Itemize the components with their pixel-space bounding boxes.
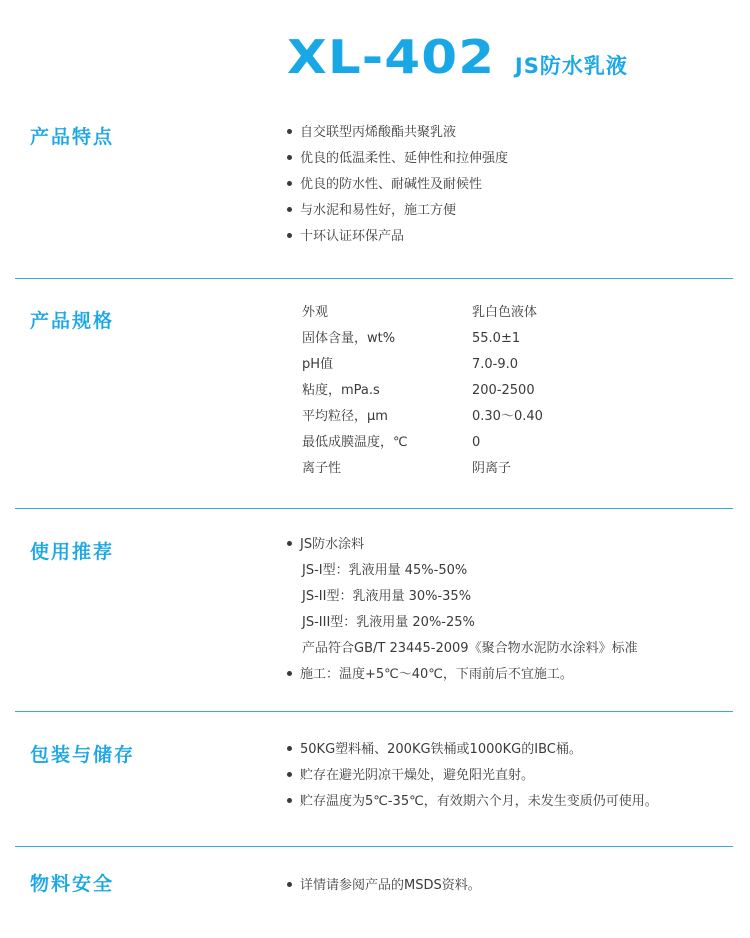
- list-item: 50KG塑料桶、200KG铁桶或1000KG的IBC桶。: [287, 737, 658, 763]
- bullet-icon: [287, 155, 292, 160]
- model-number: XL-402: [287, 30, 496, 84]
- divider: [15, 508, 733, 509]
- usage-line: JS-II型：乳液用量 30%-35%: [302, 589, 472, 604]
- list-item: 贮存在避光阴凉干燥处，避免阳光直射。: [287, 763, 658, 789]
- bullet-icon: [287, 882, 292, 887]
- usage-block: [287, 532, 638, 688]
- list-item: 施工：温度+5℃～40℃，下雨前后不宜施工。: [287, 662, 638, 688]
- bullet-icon: [287, 129, 292, 134]
- list-item: 详情请参阅产品的MSDS资料。: [287, 873, 481, 899]
- table-row: 平均粒径，μm 0.30～0.40: [302, 409, 543, 424]
- list-item: 自交联型丙烯酸酯共聚乳液: [287, 120, 508, 146]
- divider: [15, 846, 733, 847]
- table-row: 外观 乳白色液体: [302, 305, 538, 320]
- bullet-icon: [287, 233, 292, 238]
- table-row: 最低成膜温度，℃ 0: [302, 435, 481, 450]
- list-item: 优良的低温柔性、延伸性和拉伸强度: [287, 146, 508, 172]
- section-title-safety: 物料安全: [30, 873, 115, 895]
- section-title-packaging: 包装与储存: [30, 744, 136, 766]
- table-row: 离子性 阴离子: [302, 461, 512, 476]
- table-row: 粘度，mPa.s 200-2500: [302, 383, 535, 398]
- safety-list: [287, 873, 481, 899]
- bullet-icon: [287, 207, 292, 212]
- packaging-list: [287, 737, 658, 815]
- usage-line: JS-I型：乳液用量 45%-50%: [302, 563, 468, 578]
- features-list: [287, 120, 508, 250]
- usage-line: 产品符合GB/T 23445-2009《聚合物水泥防水涂料》标准: [302, 641, 638, 656]
- list-item: 十环认证环保产品: [287, 224, 508, 250]
- header: [287, 30, 628, 84]
- section-title-usage: 使用推荐: [30, 541, 115, 563]
- section-title-features: 产品特点: [30, 126, 115, 148]
- divider: [15, 711, 733, 712]
- table-row: 固体含量，wt% 55.0±1: [302, 331, 521, 346]
- list-item: 与水泥和易性好，施工方便: [287, 198, 508, 224]
- divider: [15, 278, 733, 279]
- usage-line: JS-III型：乳液用量 20%-25%: [302, 615, 475, 630]
- list-item: 贮存温度为5℃-35℃，有效期六个月，未发生变质仍可使用。: [287, 789, 658, 815]
- bullet-icon: [287, 772, 292, 777]
- spec-table: [302, 300, 543, 482]
- bullet-icon: [287, 746, 292, 751]
- list-item: JS防水涂料: [287, 532, 638, 558]
- product-name: JS防水乳液: [514, 54, 628, 78]
- bullet-icon: [287, 541, 292, 546]
- bullet-icon: [287, 798, 292, 803]
- section-title-specs: 产品规格: [30, 310, 115, 332]
- table-row: pH值 7.0-9.0: [302, 357, 519, 372]
- bullet-icon: [287, 671, 292, 676]
- bullet-icon: [287, 181, 292, 186]
- list-item: 优良的防水性、耐碱性及耐候性: [287, 172, 508, 198]
